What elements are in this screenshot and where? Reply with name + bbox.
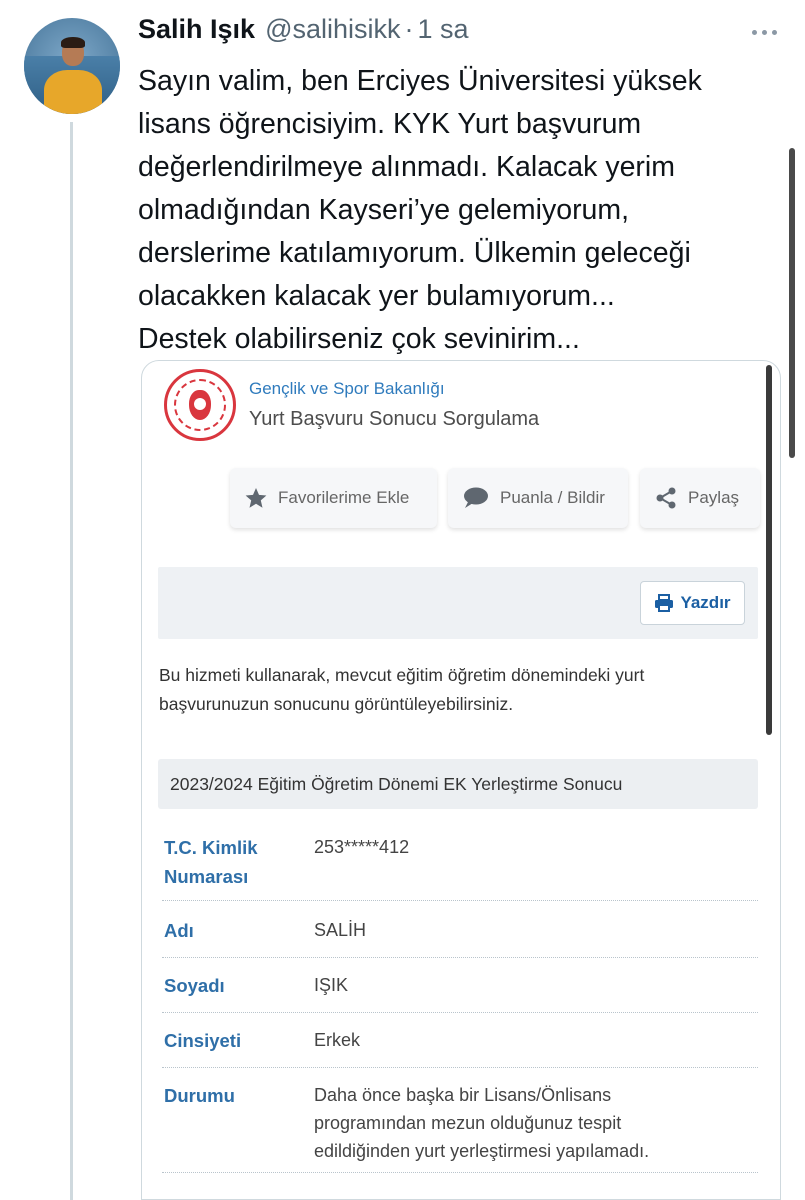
separator-dot: · — [404, 14, 414, 44]
period-title-bar — [158, 759, 758, 809]
share-button[interactable] — [640, 468, 760, 528]
timestamp[interactable]: 1 sa — [417, 14, 469, 44]
print-button[interactable] — [640, 581, 745, 625]
result-row — [162, 833, 758, 901]
result-label: T.C. Kimlik Numarası — [164, 837, 258, 887]
rate-label: Puanla / Bildir — [500, 488, 605, 507]
service-title: Yurt Başvuru Sonucu Sorgulama — [249, 408, 540, 430]
tweet-header — [138, 14, 469, 45]
thread-line — [70, 122, 73, 1200]
result-row — [162, 916, 758, 958]
result-label: Adı — [164, 920, 194, 941]
print-label: Yazdır — [680, 593, 731, 612]
attached-image-card[interactable] — [141, 360, 781, 1200]
favorite-button[interactable] — [230, 468, 437, 528]
result-value: Erkek — [314, 1030, 361, 1050]
share-icon — [654, 486, 678, 510]
result-row — [162, 971, 758, 1013]
result-label: Durumu — [164, 1085, 235, 1106]
speech-bubble-icon — [462, 486, 490, 510]
result-label: Soyadı — [164, 975, 225, 996]
more-icon[interactable] — [752, 30, 777, 35]
period-title: 2023/2024 Eğitim Öğretim Dönemi EK Yerleştirme Sonucu — [170, 773, 623, 794]
result-value: SALİH — [314, 920, 367, 940]
tweet-text: Sayın valim, ben Erciyes Üniversitesi yüksek lisans öğrencisiyim. KYK Yurt başvurum değerlendirilmeye alınmadı. Kalacak yerim olmadığından Kayseri’ye gelemiyorum, derslerime katılamıyorum. Ülkemin geleceği olacakken kalacak yer bulamıyorum... Destek olabilirseniz çok sevinirim... — [138, 65, 702, 355]
display-name[interactable]: Salih Işık — [138, 14, 256, 44]
star-icon — [244, 486, 268, 510]
user-handle[interactable]: @salihisikk — [265, 14, 401, 44]
ministry-logo — [164, 369, 236, 441]
result-label: Cinsiyeti — [164, 1030, 242, 1051]
card-scrollbar[interactable] — [766, 365, 772, 735]
result-row — [162, 1081, 758, 1173]
share-label: Paylaş — [688, 488, 740, 507]
result-value: Daha önce başka bir Lisans/Önlisans programından mezun olduğunuz tespit edildiğinden yurt yerleştirmesi yapılamadı. — [314, 1085, 650, 1161]
ministry-name[interactable]: Gençlik ve Spor Bakanlığı — [249, 379, 445, 398]
rate-button[interactable] — [448, 468, 628, 528]
result-value: IŞIK — [314, 975, 349, 995]
page-scrollbar[interactable] — [789, 148, 795, 458]
result-value: 253*****412 — [314, 837, 410, 857]
favorite-label: Favorilerime Ekle — [278, 488, 410, 507]
avatar[interactable] — [24, 18, 120, 114]
printer-icon — [654, 594, 674, 612]
service-description: Bu hizmeti kullanarak, mevcut eğitim öğretim dönemindeki yurt başvurunuzun sonucunu görüntüleyebilirsiniz. — [159, 665, 645, 714]
result-row — [162, 1026, 758, 1068]
